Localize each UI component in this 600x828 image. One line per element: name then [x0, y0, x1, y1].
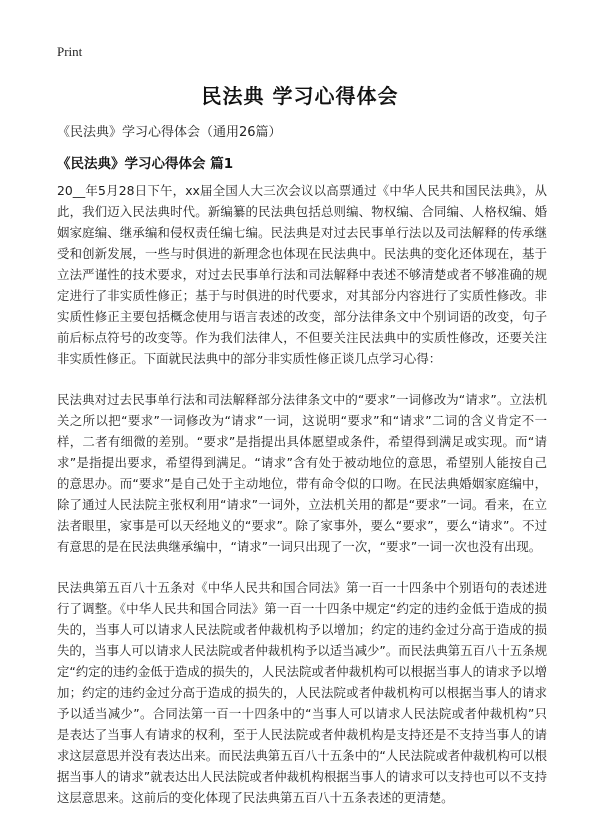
page-title: 民法典 学习心得体会 — [201, 84, 399, 108]
article-body — [57, 180, 547, 828]
paragraph: 20__年5月28日下午，xx届全国人大三次会议以高票通过《中华人民共和国民法典》，从此，我们迈入民法典时代。新编纂的民法典包括总则编、物权编、合同编、人格权编、婚姻家庭编、继承编和侵权责任编七编。民法典是对过去民事单行法以及司法解释的传承继受和创新发展，一些与时俱进的新理念也体现在民法典中。民法典的变化还体现在，基于立法严谨性的技术要求，对过去民事单行法和司法解释中表述不够清楚或者不够准确的规定进行了非实质性修正；基于与时俱进的时代要求，对其部分内容进行了实质性修改。非实质性修正主要包括概念使用与语言表述的改变，部分法律条文中个别词语的改变，句子前后标点符号的改变等。作为我们法律人，不但要关注民法典中的实质性修改，还要关注非实质性修正。下面就民法典中的部分非实质性修正谈几点学习心得： — [57, 183, 547, 366]
paragraph: 民法典对过去民事单行法和司法解释部分法律条文中的“要求”一词修改为“请求”。立法机关之所以把“要求”一词修改为“请求”一词，这说明“要求”和“请求”二词的含义肯定不一样，二者有细微的差别。“要求”是指提出具体愿望或条件，希望得到满足或实现。而“请求”是指提出要求，希望得到满足。“请求”含有处于被动地位的意思，希望别人能按自己的意思办。而“要求”是自己处于主动地位，带有命令似的口吻。在民法典婚姻家庭编中，除了通过人民法院主张权利用“请求”一词外，立法机关用的都是“要求”一词。看来，在立法者眼里，家事是可以天经地义的“要求”。除了家事外，要么“要求”，要么“请求”。不过有意思的是在民法典继承编中，“请求”一词只出现了一次，“要求”一词一次也没有出现。 — [57, 392, 547, 554]
document-subtitle: 《民法典》学习心得体会（通用26篇） — [57, 125, 282, 140]
section-heading: 《民法典》学习心得体会 篇1 — [57, 156, 234, 172]
print-link[interactable]: Print — [57, 44, 83, 59]
paragraph: 民法典第五百八十五条对《中华人民共和国合同法》第一百一十四条中个别语句的表述进行了调整。《中华人民共和国合同法》第一百一十四条中规定“约定的违约金低于造成的损失的，当事人可以请求人民法院或者仲裁机构予以增加；约定的违约金过分高于造成的损失的，当事人可以请求人民法院或者仲裁机构予以适当减少”。而民法典第五百八十五条规定“约定的违约金低于造成的损失的，人民法院或者仲裁机构可以根据当事人的请求予以增加；约定的违约金过分高于造成的损失的，人民法院或者仲裁机构可以根据当事人的请求予以适当减少”。合同法第一百一十四条中的“当事人可以请求人民法院或者仲裁机构”只是表达了当事人有请求的权利，至于人民法院或者仲裁机构是支持还是不支持当事人的请求这层意思并没有表达出来。而民法典第五百八十五条中的“人民法院或者仲裁机构可以根据当事人的请求”就表达出人民法院或者仲裁机构根据当事人的请求可以支持也可以不支持这层意思来。这前后的变化体现了民法典第五百八十五条表述的更清楚。 — [57, 580, 547, 805]
